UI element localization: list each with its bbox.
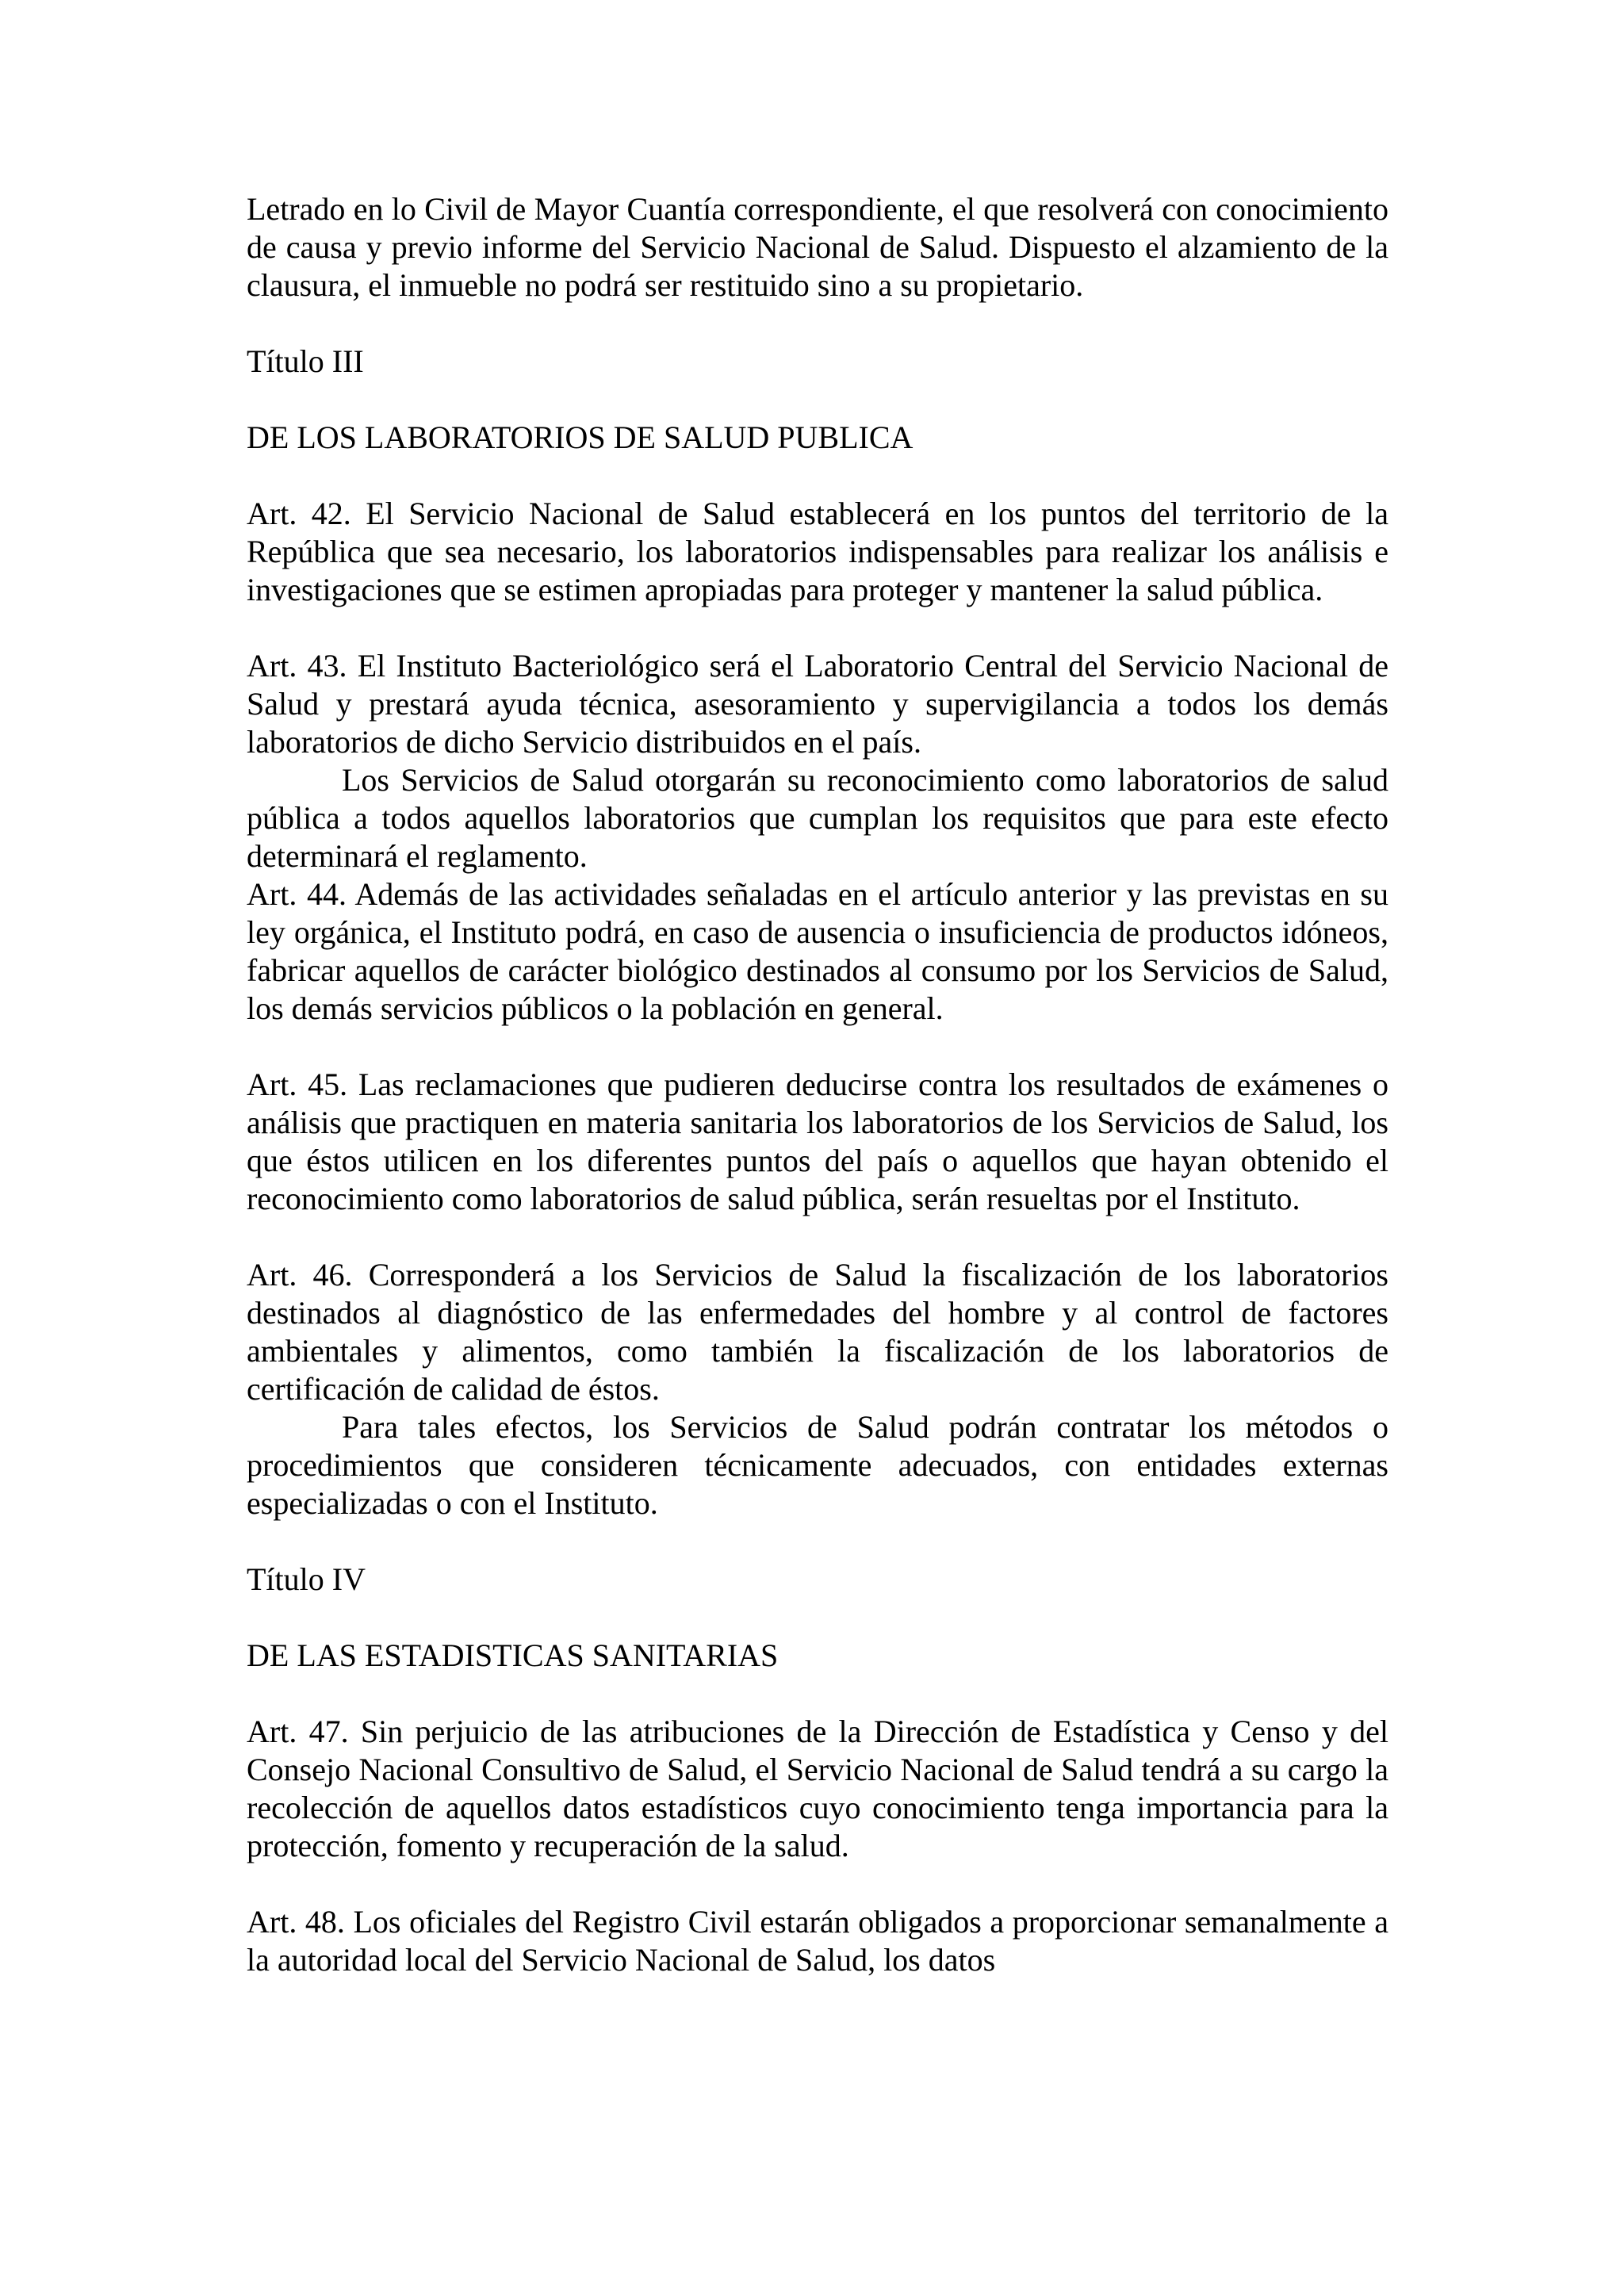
section-heading-laboratorios: DE LOS LABORATORIOS DE SALUD PUBLICA — [247, 419, 914, 455]
title-iii-heading: Título III — [247, 343, 364, 379]
article-47: Art. 47. Sin perjuicio de las atribuciones de la Dirección de Estadística y Censo y del Consejo Nacional Consultivo de Salud, el Servicio Nacional de Salud tendrá a su cargo la recolección de aquellos datos estadísticos cuyo conocimiento tenga importancia para la protección, fomento y recuperación de la salud. — [247, 1714, 1388, 1863]
title-iv-heading: Título IV — [247, 1561, 366, 1597]
article-48: Art. 48. Los oficiales del Registro Civil estarán obligados a proporcionar semanalmente a la autoridad local del Servicio Nacional de Salud, los datos — [247, 1904, 1388, 1978]
article-43-paragraph-2: Los Servicios de Salud otorgarán su reconocimiento como laboratorios de salud pública a todos aquellos laboratorios que cumplan los requisitos que para este efecto determinará el reglamento. — [247, 762, 1388, 874]
article-46-paragraph-2: Para tales efectos, los Servicios de Salud podrán contratar los métodos o procedimientos que consideren técnicamente adecuados, con entidades externas especializadas o con el Instituto. — [247, 1409, 1388, 1521]
article-43: Art. 43. El Instituto Bacteriológico será el Laboratorio Central del Servicio Nacional de Salud y prestará ayuda técnica, asesoramiento y supervigilancia a todos los demás laboratorios de dicho Servicio distribuidos en el país. — [247, 648, 1388, 760]
article-46: Art. 46. Corresponderá a los Servicios de Salud la fiscalización de los laboratorios destinados al diagnóstico de las enfermedades del hombre y al control de factores ambientales y alimentos, como también la fiscalización de los laboratorios de certificación de calidad de éstos. — [247, 1257, 1388, 1407]
article-44: Art. 44. Además de las actividades señaladas en el artículo anterior y las previstas en su ley orgánica, el Instituto podrá, en caso de ausencia o insuficiencia de productos idóneos, fabricar aquellos de carácter biológico destinados al consumo por los Servicios de Salud, los demás servicios públicos o la población en general. — [247, 876, 1388, 1026]
article-45: Art. 45. Las reclamaciones que pudieren deducirse contra los resultados de exámenes o análisis que practiquen en materia sanitaria los laboratorios de los Servicios de Salud, los que éstos utilicen en los diferentes puntos del país o aquellos que hayan obtenido el reconocimiento como laboratorios de salud pública, serán resueltas por el Instituto. — [247, 1067, 1388, 1216]
section-heading-estadisticas: DE LAS ESTADISTICAS SANITARIAS — [247, 1637, 779, 1673]
document-body — [247, 190, 1388, 1979]
article-42: Art. 42. El Servicio Nacional de Salud establecerá en los puntos del territorio de la República que sea necesario, los laboratorios indispensables para realizar los análisis e investigaciones que se estimen apropiadas para proteger y mantener la salud pública. — [247, 496, 1388, 607]
paragraph-continuation: Letrado en lo Civil de Mayor Cuantía correspondiente, el que resolverá con conocimiento de causa y previo informe del Servicio Nacional de Salud. Dispuesto el alzamiento de la clausura, el inmueble no podrá ser restituido sino a su propietario. — [247, 191, 1388, 303]
